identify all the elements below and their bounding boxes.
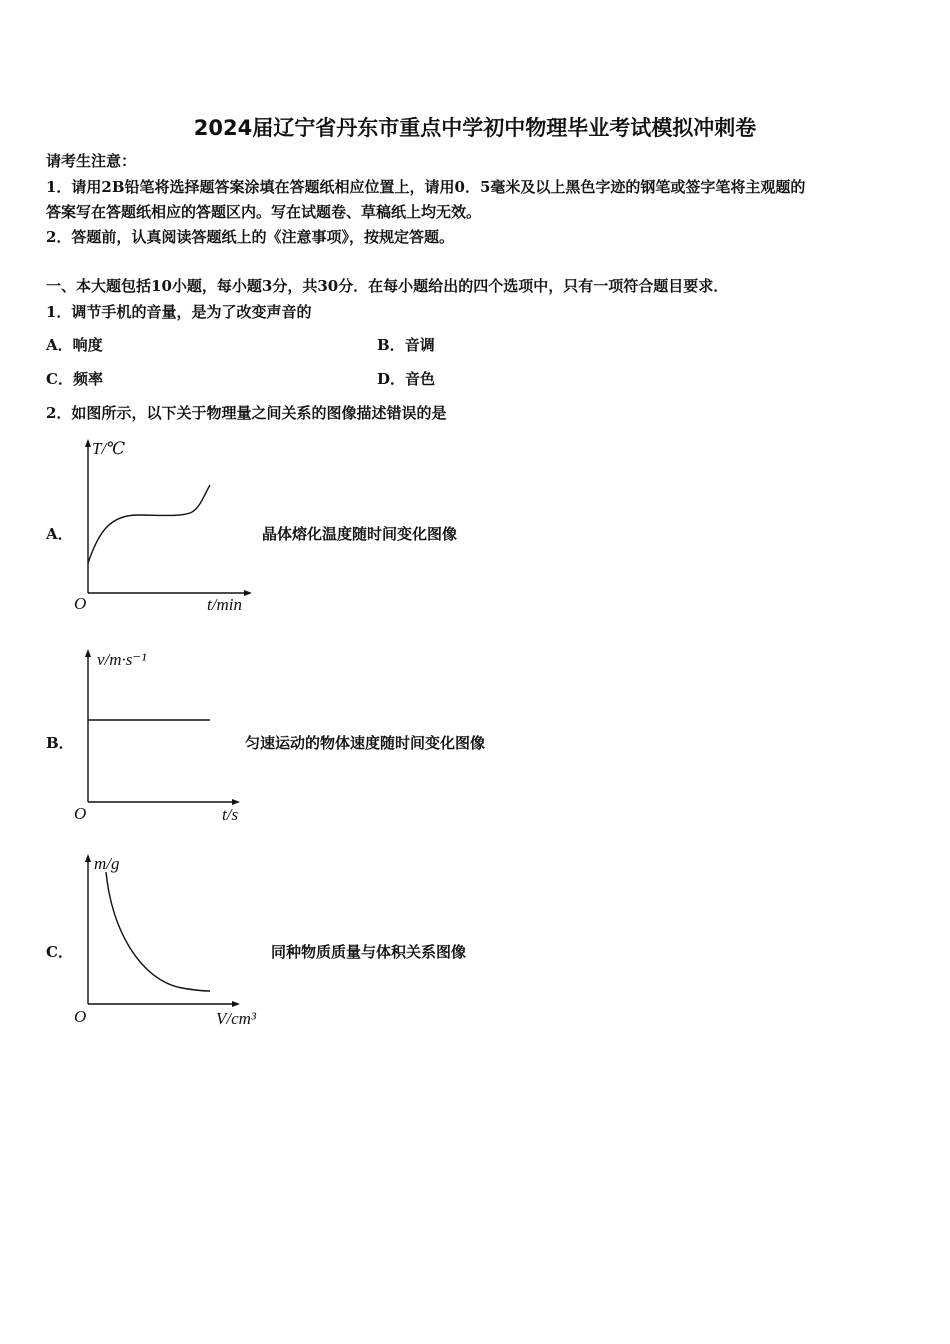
section-heading: 一、本大题包括10小题，每小题3分，共30分．在每小题给出的四个选项中，只有一项符合题目要求．: [46, 277, 729, 295]
melting-curve: [88, 485, 210, 563]
mass-volume-curve: [106, 872, 210, 991]
q1-option-c: C．频率: [46, 370, 103, 388]
q2-option-a-caption: 晶体熔化温度随时间变化图像: [262, 525, 458, 543]
graph-c-origin: O: [74, 1007, 87, 1026]
q2-option-a-label: A．: [46, 525, 73, 543]
notice-line-1: 1．请用2B铅笔将选择题答案涂填在答题纸相应位置上，请用0．5毫米及以上黑色字迹的钢笔或签字笔将主观题的: [46, 178, 806, 196]
y-axis-arrow-icon: [85, 439, 91, 447]
graph-b: [70, 645, 260, 830]
notice-line-3: 2．答题前，认真阅读答题纸上的《注意事项》，按规定答题。: [46, 228, 454, 246]
graph-a: [70, 435, 260, 620]
graph-c-ylabel: m/g: [94, 854, 120, 873]
q2-option-b-caption: 匀速运动的物体速度随时间变化图像: [245, 734, 486, 752]
graph-b-xlabel: t/s: [222, 805, 239, 824]
q2-option-c-label: C．: [46, 943, 73, 961]
q2-option-c-caption: 同种物质质量与体积关系图像: [271, 943, 467, 961]
graph-a-xlabel: t/min: [207, 595, 242, 614]
y-axis-arrow-icon: [85, 649, 91, 657]
y-axis-arrow-icon: [85, 854, 91, 862]
q1-option-a: A．响度: [46, 336, 103, 354]
graph-a-origin: O: [74, 594, 87, 613]
question-1-stem: 1．调节手机的音量，是为了改变声音的: [46, 303, 312, 321]
graph-b-ylabel: v/m·s⁻¹: [97, 650, 147, 669]
x-axis-arrow-icon: [232, 1001, 240, 1007]
graph-a-ylabel: T/℃: [92, 439, 126, 458]
notice-heading: 请考生注意：: [46, 152, 137, 170]
q2-option-b-label: B．: [46, 734, 74, 752]
graph-b-origin: O: [74, 804, 87, 823]
q1-option-b: B．音调: [377, 336, 435, 354]
notice-line-2: 答案写在答题纸相应的答题区内。写在试题卷、草稿纸上均无效。: [46, 203, 482, 221]
x-axis-arrow-icon: [244, 590, 252, 596]
graph-c: [70, 850, 270, 1035]
page-title: 2024届辽宁省丹东市重点中学初中物理毕业考试模拟冲刺卷: [193, 116, 757, 140]
q1-option-d: D．音色: [377, 370, 436, 388]
graph-c-xlabel: V/cm³: [216, 1009, 257, 1028]
question-2-stem: 2．如图所示，以下关于物理量之间关系的图像描述错误的是: [46, 404, 447, 422]
